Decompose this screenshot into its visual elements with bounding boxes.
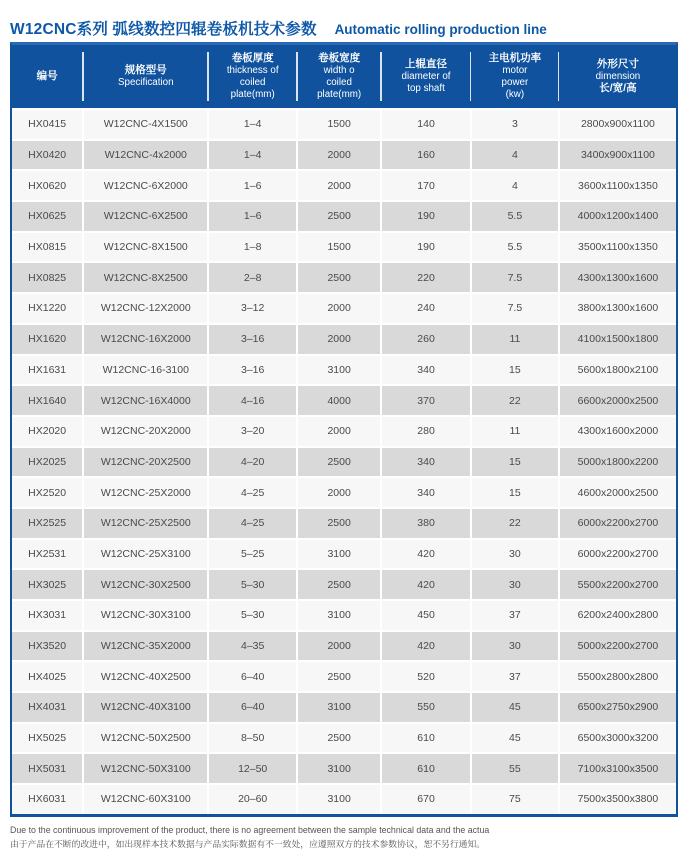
table-body bbox=[12, 108, 676, 814]
table-cell: W12CNC-40X3100 bbox=[84, 693, 207, 722]
table-cell: 2500 bbox=[298, 662, 380, 691]
table-row bbox=[12, 724, 676, 753]
table-cell: 1500 bbox=[298, 233, 380, 262]
table-cell: 3500x1100x1350 bbox=[560, 233, 676, 262]
table-cell: W12CNC-60X3100 bbox=[84, 785, 207, 814]
footer-note bbox=[10, 823, 682, 851]
table-row bbox=[12, 202, 676, 231]
table-cell: 5500x2200x2700 bbox=[560, 570, 676, 599]
table-cell: 11 bbox=[472, 325, 558, 354]
header-line: 外形尺寸 bbox=[596, 57, 639, 70]
table-cell: 30 bbox=[472, 632, 558, 661]
table-cell: 340 bbox=[382, 356, 470, 385]
table-cell: 340 bbox=[382, 478, 470, 507]
table-cell: 15 bbox=[472, 478, 558, 507]
table-cell: 6000x2200x2700 bbox=[560, 540, 676, 569]
table-cell: 3–16 bbox=[209, 325, 296, 354]
table-cell: 3400x900x1100 bbox=[560, 141, 676, 170]
header-cell-5 bbox=[382, 45, 470, 108]
table-cell: 1–4 bbox=[209, 110, 296, 139]
table-cell: 4000 bbox=[298, 386, 380, 415]
table-cell: W12CNC-25X3100 bbox=[84, 540, 207, 569]
table-cell: 160 bbox=[382, 141, 470, 170]
table-cell: HX0625 bbox=[12, 202, 82, 231]
table-cell: 1–4 bbox=[209, 141, 296, 170]
table-cell: 3 bbox=[472, 110, 558, 139]
table-cell: 6–40 bbox=[209, 693, 296, 722]
table-cell: 37 bbox=[472, 662, 558, 691]
table-cell: 3–20 bbox=[209, 417, 296, 446]
table-cell: 280 bbox=[382, 417, 470, 446]
table-cell: 8–50 bbox=[209, 724, 296, 753]
table-cell: 260 bbox=[382, 325, 470, 354]
table-cell: W12CNC-25X2000 bbox=[84, 478, 207, 507]
header-line: coiled bbox=[239, 76, 266, 88]
table-row bbox=[12, 632, 676, 661]
header-line: coiled bbox=[326, 76, 352, 88]
table-row bbox=[12, 263, 676, 292]
table-cell: HX3031 bbox=[12, 601, 82, 630]
table-cell: 2000 bbox=[298, 141, 380, 170]
table-cell: W12CNC-25X2500 bbox=[84, 509, 207, 538]
header-line: thickness of bbox=[226, 64, 279, 76]
table-cell: HX3520 bbox=[12, 632, 82, 661]
table-cell: 5.5 bbox=[472, 202, 558, 231]
table-cell: 2500 bbox=[298, 448, 380, 477]
table-row bbox=[12, 294, 676, 323]
header-cell-3 bbox=[209, 45, 296, 108]
table-cell: 4 bbox=[472, 141, 558, 170]
table-cell: 5–30 bbox=[209, 570, 296, 599]
table-cell: 2000 bbox=[298, 325, 380, 354]
table-cell: 5600x1800x2100 bbox=[560, 356, 676, 385]
header-line: Specification bbox=[117, 76, 174, 88]
table-cell: HX0815 bbox=[12, 233, 82, 262]
header-line: 编号 bbox=[36, 70, 58, 83]
table-cell: 3100 bbox=[298, 754, 380, 783]
table-cell: 420 bbox=[382, 540, 470, 569]
table-cell: 170 bbox=[382, 171, 470, 200]
header-line: 规格型号 bbox=[124, 64, 167, 77]
table-cell: W12CNC-16-3100 bbox=[84, 356, 207, 385]
header-cell-2 bbox=[84, 45, 207, 108]
table-row bbox=[12, 509, 676, 538]
table-cell: 520 bbox=[382, 662, 470, 691]
table-row bbox=[12, 325, 676, 354]
header-line: diameter of bbox=[401, 70, 451, 82]
table-cell: 4–20 bbox=[209, 448, 296, 477]
table-cell: 550 bbox=[382, 693, 470, 722]
table-cell: 2–8 bbox=[209, 263, 296, 292]
table-cell: 45 bbox=[472, 693, 558, 722]
table-cell: 30 bbox=[472, 570, 558, 599]
table-cell: 5–25 bbox=[209, 540, 296, 569]
table-cell: 5000x2200x2700 bbox=[560, 632, 676, 661]
table-cell: HX3025 bbox=[12, 570, 82, 599]
table-cell: 7500x3500x3800 bbox=[560, 785, 676, 814]
table-cell: HX0620 bbox=[12, 171, 82, 200]
table-cell: W12CNC-20X2500 bbox=[84, 448, 207, 477]
header-line: plate(mm) bbox=[230, 88, 275, 100]
table-header-row bbox=[12, 45, 676, 108]
table-cell: W12CNC-16X4000 bbox=[84, 386, 207, 415]
table-cell: 55 bbox=[472, 754, 558, 783]
table-cell: 7100x3100x3500 bbox=[560, 754, 676, 783]
table-cell: 2000 bbox=[298, 171, 380, 200]
table-cell: 12–50 bbox=[209, 754, 296, 783]
table-cell: 4–25 bbox=[209, 478, 296, 507]
table-cell: 370 bbox=[382, 386, 470, 415]
table-cell: 45 bbox=[472, 724, 558, 753]
table-cell: W12CNC-8X2500 bbox=[84, 263, 207, 292]
table-cell: HX5031 bbox=[12, 754, 82, 783]
table-cell: 4 bbox=[472, 171, 558, 200]
table-row bbox=[12, 478, 676, 507]
table-cell: 6500x3000x3200 bbox=[560, 724, 676, 753]
table-cell: 3–12 bbox=[209, 294, 296, 323]
table-cell: 2500 bbox=[298, 570, 380, 599]
table-cell: 4600x2000x2500 bbox=[560, 478, 676, 507]
table-cell: 1–8 bbox=[209, 233, 296, 262]
header-cell-1 bbox=[12, 45, 82, 108]
table-cell: 3100 bbox=[298, 601, 380, 630]
table-cell: HX4025 bbox=[12, 662, 82, 691]
table-cell: 1500 bbox=[298, 110, 380, 139]
table-cell: HX2520 bbox=[12, 478, 82, 507]
table-cell: 15 bbox=[472, 448, 558, 477]
table-cell: 5500x2800x2800 bbox=[560, 662, 676, 691]
table-cell: 6200x2400x2800 bbox=[560, 601, 676, 630]
table-cell: 610 bbox=[382, 724, 470, 753]
table-row bbox=[12, 171, 676, 200]
table-cell: 3100 bbox=[298, 356, 380, 385]
table-cell: 190 bbox=[382, 233, 470, 262]
table-cell: 4–16 bbox=[209, 386, 296, 415]
table-cell: 2500 bbox=[298, 509, 380, 538]
table-cell: 1–6 bbox=[209, 171, 296, 200]
table-cell: 5–30 bbox=[209, 601, 296, 630]
table-cell: 220 bbox=[382, 263, 470, 292]
table-cell: 190 bbox=[382, 202, 470, 231]
table-cell: 1–6 bbox=[209, 202, 296, 231]
table-row bbox=[12, 570, 676, 599]
table-cell: HX1640 bbox=[12, 386, 82, 415]
table-cell: W12CNC-20X2000 bbox=[84, 417, 207, 446]
header-line: dimension bbox=[595, 70, 641, 82]
table-cell: 3100 bbox=[298, 693, 380, 722]
page-title-zh: W12CNC系列 弧线数控四辊卷板机技术参数 bbox=[10, 21, 317, 38]
header-line: 卷板宽度 bbox=[318, 52, 361, 65]
table-cell: 3800x1300x1600 bbox=[560, 294, 676, 323]
table-cell: W12CNC-12X2000 bbox=[84, 294, 207, 323]
header-line: plate(mm) bbox=[317, 88, 362, 100]
header-line: 长/宽/高 bbox=[599, 82, 637, 95]
header-line: 上辊直径 bbox=[405, 58, 448, 71]
page-title-en: Automatic rolling production line bbox=[334, 22, 547, 37]
table-cell: HX1631 bbox=[12, 356, 82, 385]
table-cell: 7.5 bbox=[472, 263, 558, 292]
table-cell: 340 bbox=[382, 448, 470, 477]
table-cell: HX5025 bbox=[12, 724, 82, 753]
table-cell: W12CNC-6X2000 bbox=[84, 171, 207, 200]
table-cell: 2500 bbox=[298, 263, 380, 292]
table-cell: W12CNC-40X2500 bbox=[84, 662, 207, 691]
table-cell: HX0825 bbox=[12, 263, 82, 292]
table-cell: HX6031 bbox=[12, 785, 82, 814]
table-row bbox=[12, 662, 676, 691]
table-cell: HX4031 bbox=[12, 693, 82, 722]
table-cell: 140 bbox=[382, 110, 470, 139]
table-row bbox=[12, 110, 676, 139]
table-row bbox=[12, 141, 676, 170]
table-cell: 2000 bbox=[298, 417, 380, 446]
table-row bbox=[12, 540, 676, 569]
table-cell: W12CNC-30X3100 bbox=[84, 601, 207, 630]
table-row bbox=[12, 601, 676, 630]
table-row bbox=[12, 233, 676, 262]
table-cell: HX2531 bbox=[12, 540, 82, 569]
table-cell: HX1220 bbox=[12, 294, 82, 323]
table-cell: 4–25 bbox=[209, 509, 296, 538]
footer-note-zh: 由于产品在不断的改进中，如出现样本技术数据与产品实际数据有不一致处，应遵照双方的技术参数协议，恕不另行通知。 bbox=[10, 839, 486, 850]
table-cell: 2800x900x1100 bbox=[560, 110, 676, 139]
table-cell: 30 bbox=[472, 540, 558, 569]
footer-note-en: Due to the continuous improvement of the product, there is no agreement between the sample technical data and the actua bbox=[10, 825, 490, 835]
table-cell: 2000 bbox=[298, 478, 380, 507]
header-line: top shaft bbox=[407, 82, 445, 94]
table-cell: 3600x1100x1350 bbox=[560, 171, 676, 200]
table-cell: 4100x1500x1800 bbox=[560, 325, 676, 354]
spec-table bbox=[10, 42, 678, 817]
table-cell: 670 bbox=[382, 785, 470, 814]
table-cell: HX0420 bbox=[12, 141, 82, 170]
table-cell: 3100 bbox=[298, 785, 380, 814]
table-cell: 4300x1600x2000 bbox=[560, 417, 676, 446]
table-row bbox=[12, 754, 676, 783]
table-row bbox=[12, 785, 676, 814]
table-row bbox=[12, 417, 676, 446]
table-cell: 2000 bbox=[298, 632, 380, 661]
table-cell: 20–60 bbox=[209, 785, 296, 814]
table-cell: 420 bbox=[382, 632, 470, 661]
header-cell-6 bbox=[472, 45, 558, 108]
table-cell: W12CNC-8X1500 bbox=[84, 233, 207, 262]
table-cell: 6500x2750x2900 bbox=[560, 693, 676, 722]
table-cell: HX1620 bbox=[12, 325, 82, 354]
header-line: power bbox=[501, 76, 529, 88]
table-cell: 3–16 bbox=[209, 356, 296, 385]
table-cell: 5000x1800x2200 bbox=[560, 448, 676, 477]
table-cell: HX2525 bbox=[12, 509, 82, 538]
table-cell: 15 bbox=[472, 356, 558, 385]
table-cell: W12CNC-16X2000 bbox=[84, 325, 207, 354]
table-cell: 6600x2000x2500 bbox=[560, 386, 676, 415]
table-cell: 5.5 bbox=[472, 233, 558, 262]
table-cell: 420 bbox=[382, 570, 470, 599]
table-cell: 450 bbox=[382, 601, 470, 630]
header-cell-4 bbox=[298, 45, 380, 108]
table-cell: 610 bbox=[382, 754, 470, 783]
table-row bbox=[12, 693, 676, 722]
header-line: 卷板厚度 bbox=[231, 52, 274, 65]
table-cell: 22 bbox=[472, 509, 558, 538]
table-cell: 22 bbox=[472, 386, 558, 415]
table-cell: W12CNC-50X2500 bbox=[84, 724, 207, 753]
header-cell-7 bbox=[560, 45, 676, 108]
page-title bbox=[10, 5, 547, 42]
table-cell: 37 bbox=[472, 601, 558, 630]
header-line: motor bbox=[502, 64, 528, 76]
table-cell: 7.5 bbox=[472, 294, 558, 323]
header-line: (kw) bbox=[505, 88, 525, 100]
table-cell: 6–40 bbox=[209, 662, 296, 691]
table-cell: W12CNC-30X2500 bbox=[84, 570, 207, 599]
table-row bbox=[12, 356, 676, 385]
table-cell: 6000x2200x2700 bbox=[560, 509, 676, 538]
table-cell: 4000x1200x1400 bbox=[560, 202, 676, 231]
table-cell: 3100 bbox=[298, 540, 380, 569]
table-cell: 75 bbox=[472, 785, 558, 814]
table-row bbox=[12, 448, 676, 477]
table-cell: HX2025 bbox=[12, 448, 82, 477]
table-row bbox=[12, 386, 676, 415]
table-cell: HX2020 bbox=[12, 417, 82, 446]
table-cell: W12CNC-4x2000 bbox=[84, 141, 207, 170]
table-cell: 240 bbox=[382, 294, 470, 323]
table-cell: 380 bbox=[382, 509, 470, 538]
table-cell: 2500 bbox=[298, 202, 380, 231]
table-cell: 2000 bbox=[298, 294, 380, 323]
table-cell: 2500 bbox=[298, 724, 380, 753]
table-cell: W12CNC-6X2500 bbox=[84, 202, 207, 231]
table-cell: 4300x1300x1600 bbox=[560, 263, 676, 292]
table-cell: 11 bbox=[472, 417, 558, 446]
header-line: width o bbox=[323, 64, 355, 76]
table-cell: W12CNC-35X2000 bbox=[84, 632, 207, 661]
table-cell: W12CNC-4X1500 bbox=[84, 110, 207, 139]
table-cell: W12CNC-50X3100 bbox=[84, 754, 207, 783]
header-line: 主电机功率 bbox=[488, 52, 542, 65]
table-cell: 4–35 bbox=[209, 632, 296, 661]
table-cell: HX0415 bbox=[12, 110, 82, 139]
